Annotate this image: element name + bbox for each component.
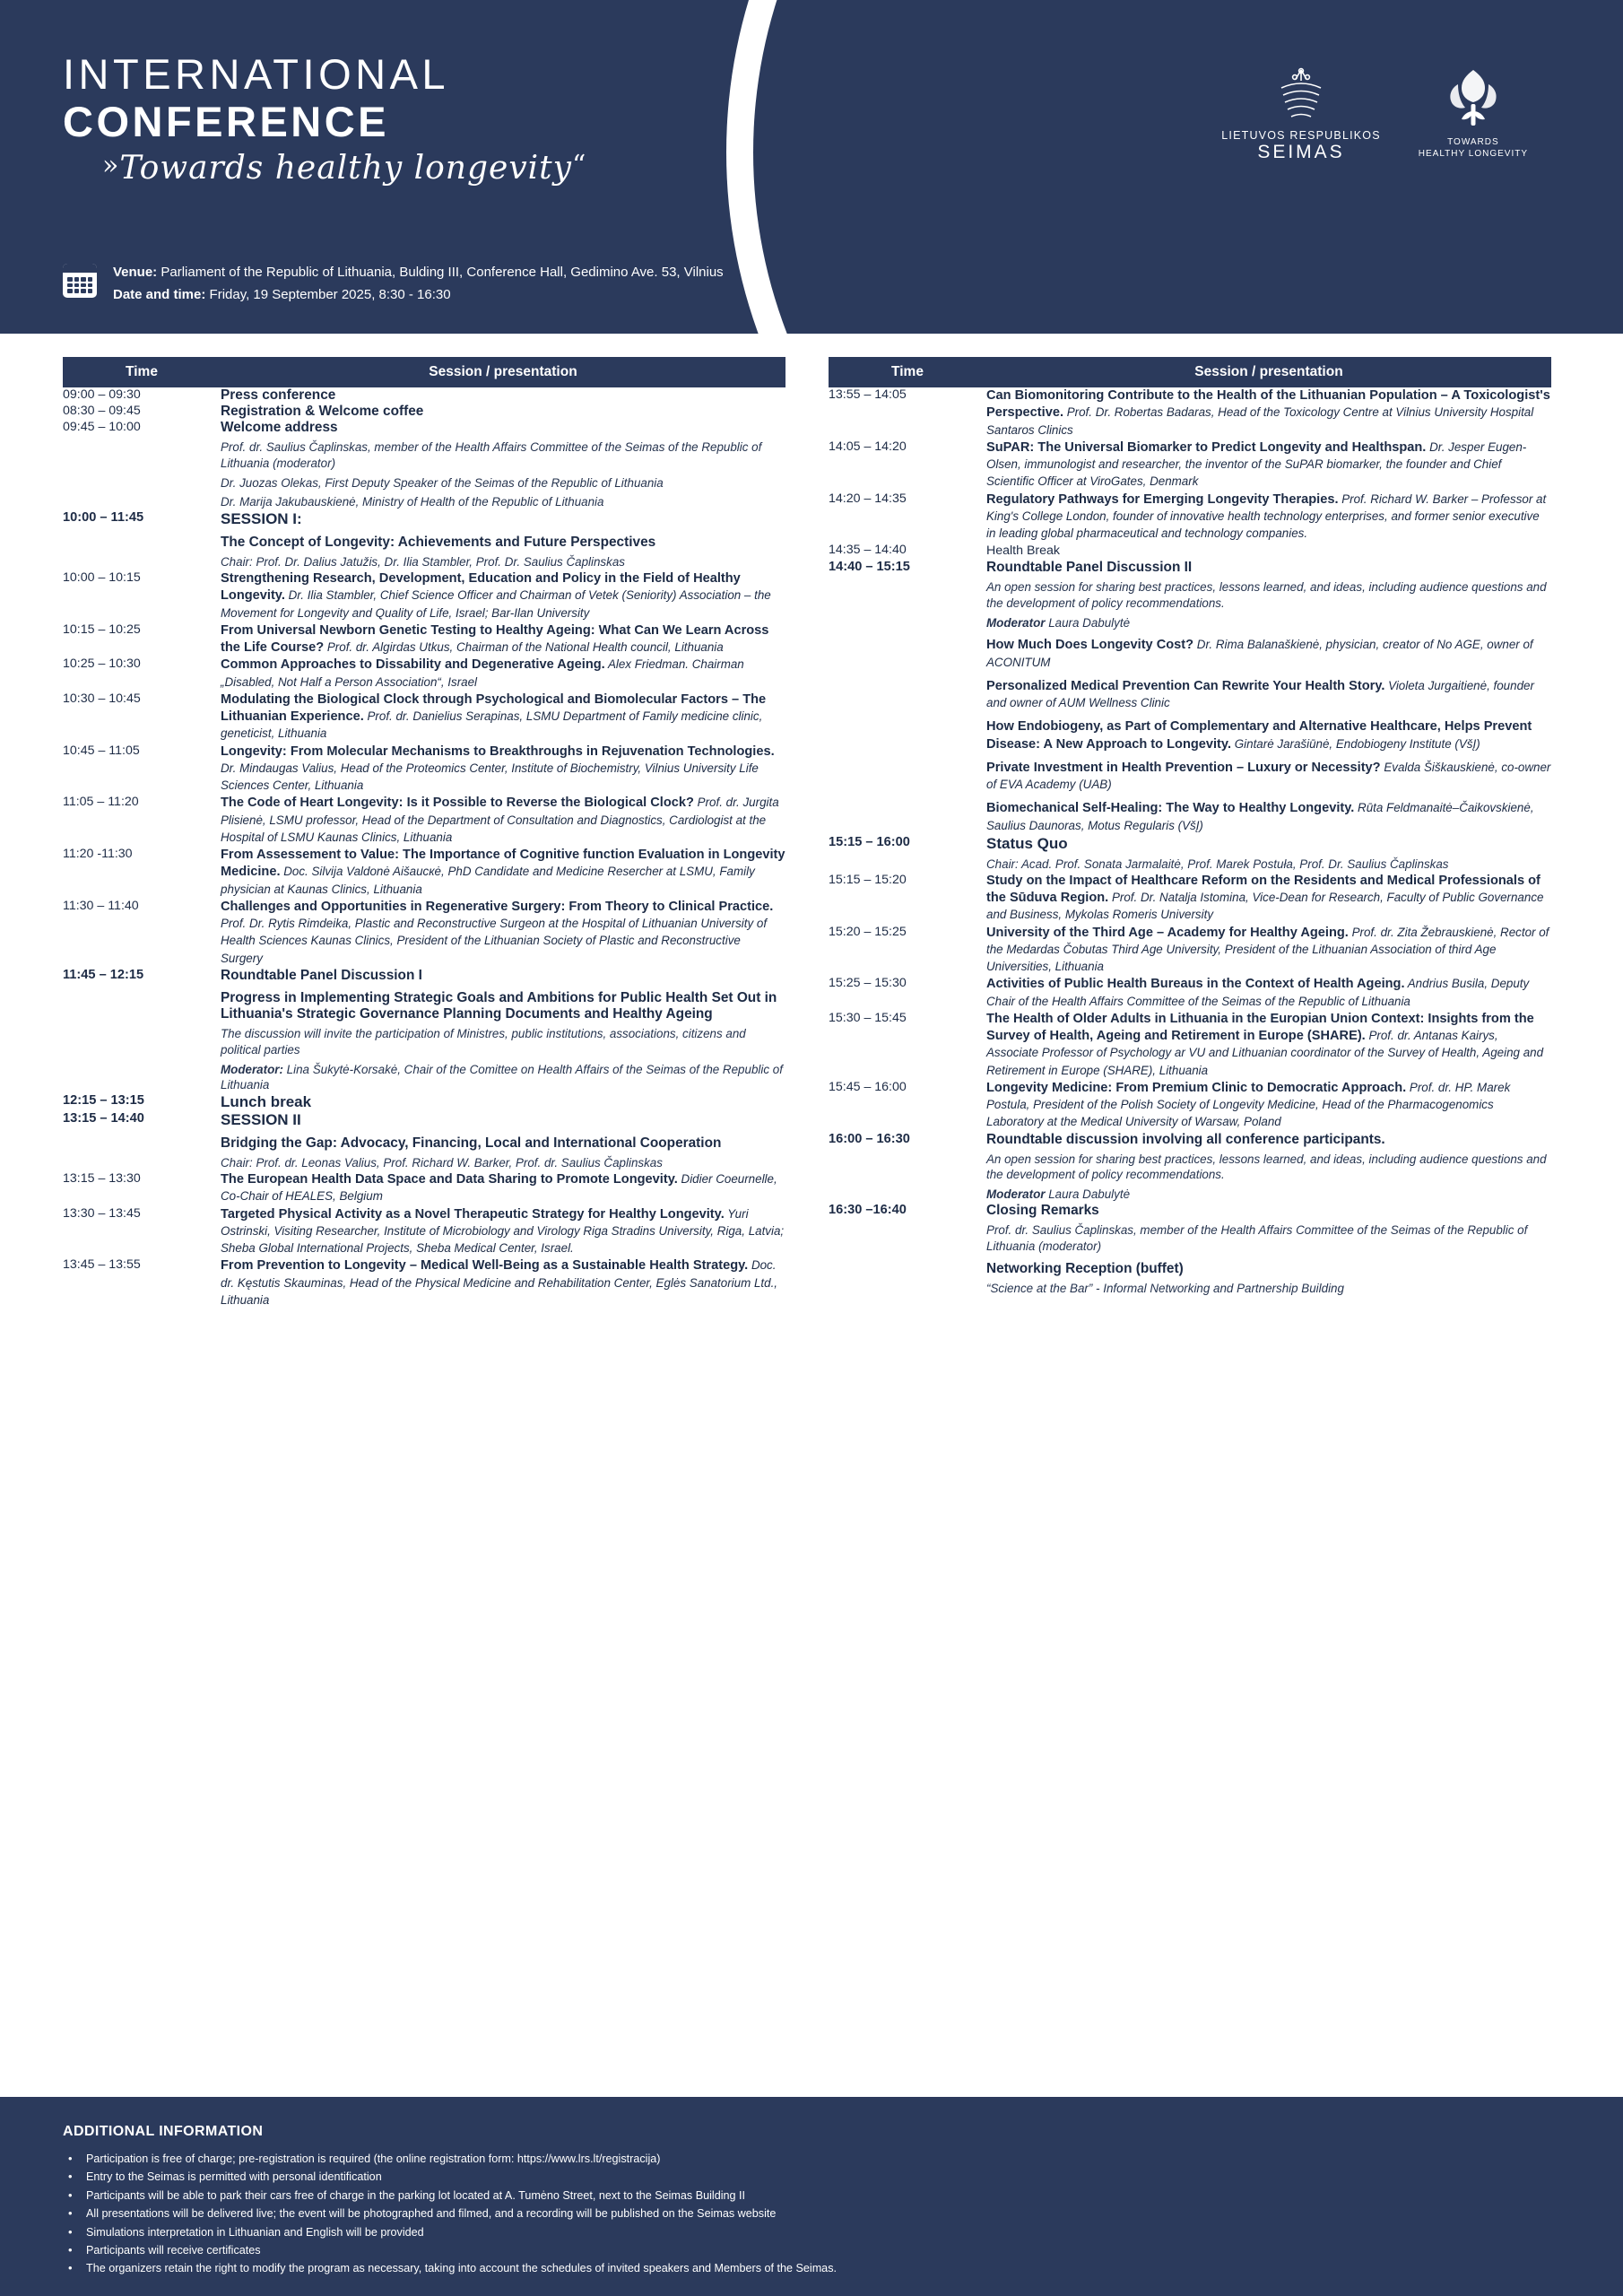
session-speaker: Dr. Jesper Eugen-Olsen, immunologist and researcher, the inventor of the SuPAR biomarker, the founder and Chief Scientific Officer at ViroGates, Denmark <box>986 439 1527 489</box>
session-title: The Health of Older Adults in Lithuania in the Europian Union Context: Insights from the Survey of Health, Ageing and Retirement in Europe (SHARE). Prof. dr. Antanas Kairys, Associate Professor of Psychology ar VU and Lithuanian coordinator of the Survey of Health, Ageing and Retirement in Europe (SHARE), Lithuania <box>986 1011 1544 1077</box>
panel-item-speaker: Gintarė Jarašiūnė, Endobiogeny Institute (VšĮ) <box>1231 736 1480 751</box>
panel-item: How Endobiogeny, as Part of Complementary and Alternative Healthcare, Helps Prevent Disease: A New Approach to Longevity. Gintarė Jarašiūnė, Endobiogeny Institute (VšĮ) <box>986 719 1532 752</box>
row-session <box>986 387 1551 439</box>
panel-item: Biomechanical Self-Healing: The Way to Healthy Longevity. Rūta Feldmanaitė–Čaikovskienė, Saulius Daunoras, Motus Regularis (VšĮ) <box>986 801 1534 832</box>
table-row <box>829 439 1551 491</box>
session-title: Challenges and Opportunities in Regenerative Surgery: From Theory to Clinical Practice. Prof. Dr. Rytis Rimdeika, Plastic and Reconstructive Surgeon at the Hospital of Lithuanian University of Health Sciences Kaunas Clinics, President of the Lithuanian Society of Plastic and Reconstructive Surgery <box>221 899 774 965</box>
session-description: Chair: Prof. Dr. Dalius Jatužis, Dr. Ilia Stambler, Prof. Dr. Saulius Čaplinskas <box>221 555 625 570</box>
row-session <box>986 1132 1551 1203</box>
towards-healthy-longevity-caption: TOWARDS HEALTHY LONGEVITY <box>1418 137 1528 159</box>
table-row <box>63 1171 785 1206</box>
session-speaker: Alex Friedman. Chairman „Disabled, Not Half a Person Association“, Israel <box>221 657 744 689</box>
row-time: 11:45 – 12:15 <box>63 967 144 982</box>
session-description: The discussion will invite the participation of Ministres, public institutions, associations, citizens and political parties <box>221 1026 746 1057</box>
session-title: SESSION II <box>221 1111 301 1129</box>
row-time: 10:30 – 10:45 <box>63 691 141 706</box>
title-line-2: CONFERENCE <box>63 98 390 146</box>
table-row <box>829 1080 1551 1132</box>
list-item: • Simulations interpretation in Lithuanian and English will be provided <box>63 2223 1560 2241</box>
session-moderator: Moderator Laura Dabulytė <box>986 1187 1131 1202</box>
row-session <box>221 570 785 622</box>
program-column-left <box>63 357 785 1309</box>
conference-tagline <box>102 150 586 187</box>
table-header-right <box>829 357 1551 387</box>
row-session <box>221 510 785 570</box>
session-title: Regulatory Pathways for Emerging Longevity Therapies. Prof. Richard W. Barker – Professor at King's College London, founder of innovative health technology enterprises, and former senior executive in leading global pharmaceutical and technology companies. <box>986 491 1547 540</box>
venue-info <box>63 262 724 307</box>
session-speaker: Didier Coeurnelle, Co-Chair of HEALES, Belgium <box>221 1172 777 1204</box>
row-session <box>221 691 785 744</box>
row-session <box>986 976 1551 1011</box>
session-description: Chair: Prof. dr. Leonas Valius, Prof. Richard W. Barker, Prof. dr. Saulius Čaplinskas <box>221 1156 663 1170</box>
row-time: 10:00 – 11:45 <box>63 510 144 526</box>
seimas-emblem-icon <box>1269 65 1333 124</box>
table-row <box>829 387 1551 439</box>
session-speaker: Doc. dr. Kęstutis Skauminas, Head of the Physical Medicine and Rehabilitation Center, Eglės Sanatorium Ltd., Lithuania <box>221 1258 778 1307</box>
list-item: • Participation is free of charge; pre-registration is required (the online registration form: https://www.lrs.lt/registracija) <box>63 2150 1560 2168</box>
session-speaker: Prof. Dr. Rytis Rimdeika, Plastic and Reconstructive Surgeon at the Hospital of Lithuanian University of Health Sciences Kaunas Clinics, President of the Lithuanian Society of Plastic and Reconstructive Surgery <box>221 917 768 965</box>
table-row <box>63 744 785 796</box>
column-header-session: Session / presentation <box>1194 364 1343 379</box>
list-item: • Entry to the Seimas is permitted with personal identification <box>63 2168 1560 2186</box>
panel-item-speaker: Dr. Rima Balanaškienė, physician, creator of No AGE, owner of ACONITUM <box>986 638 1533 669</box>
row-session <box>221 622 785 657</box>
row-session <box>221 1093 785 1111</box>
row-time: 09:00 – 09:30 <box>63 387 141 402</box>
row-time: 12:15 – 13:15 <box>63 1093 144 1109</box>
calendar-icon <box>63 264 97 298</box>
additional-information-heading: ADDITIONAL INFORMATION <box>63 2124 264 2139</box>
session-title: Longevity: From Molecular Mechanisms to Breakthroughs in Rejuvenation Technologies. Dr. Mindaugas Valius, Head of the Proteomics Center, Institute of Biochemistry, Vilnius University Life Sciences Center, Lithuania <box>221 744 775 793</box>
row-time: 15:25 – 15:30 <box>829 976 907 991</box>
table-row <box>63 1206 785 1258</box>
session-subtitle: Progress in Implementing Strategic Goals and Ambitions for Public Health Set Out in Lithuania's Strategic Governance Planning Documents and Healthy Ageing <box>221 989 777 1022</box>
row-time: 08:30 – 09:45 <box>63 404 141 418</box>
row-session <box>986 1080 1551 1132</box>
row-time: 11:20 -11:30 <box>63 847 133 862</box>
row-time: 13:30 – 13:45 <box>63 1205 141 1221</box>
session-title: SESSION I: <box>221 510 302 528</box>
schedule-table-right <box>829 387 1551 1297</box>
table-row <box>829 491 1551 544</box>
session-title: From Prevention to Longevity – Medical Well-Being as a Sustainable Health Strategy. Doc. dr. Kęstutis Skauminas, Head of the Physical Medicine and Rehabilitation Center, Eglės Sanatorium Ltd., Lithuania <box>221 1258 778 1307</box>
table-row <box>63 899 785 968</box>
table-row <box>63 968 785 1093</box>
row-session <box>221 1257 785 1309</box>
session-description: An open session for sharing best practices, lessons learned, and ideas, including audience questions and the development of policy recommendations. <box>986 579 1547 610</box>
table-row <box>63 510 785 570</box>
row-session <box>986 925 1551 977</box>
row-session <box>986 835 1551 873</box>
session-subtitle: The Concept of Longevity: Achievements and Future Perspectives <box>221 535 656 551</box>
row-time: 10:45 – 11:05 <box>63 743 140 758</box>
session-title: Roundtable discussion involving all conference participants. <box>986 1131 1385 1147</box>
list-item: • Participants will be able to park their cars free of charge in the parking lot located at A. Tumėno Street, next to the Seimas Building II <box>63 2187 1560 2205</box>
panel-item: Private Investment in Health Prevention – Luxury or Necessity? Evalda Šiškauskienė, co-owner of EVA Academy (UAB) <box>986 760 1551 792</box>
session-title: The Code of Heart Longevity: Is it Possible to Reverse the Biological Clock? Prof. dr. Jurgita Plisienė, LSMU professor, Head of the Department of Consultation and Diagnostics, Cardiologist at the Hospital of LSMU Kaunas Clinics, Lithuania <box>221 796 779 844</box>
venue-text <box>113 262 724 307</box>
table-row <box>829 925 1551 977</box>
session-speaker: Dr. Ilia Stambler, Chief Science Officer and Chairman of Vetek (Seniority) Association – the Movement for Longevity and Quality of Life, Israel; Bar-Ilan University <box>221 588 771 620</box>
row-time: 10:15 – 10:25 <box>63 622 141 637</box>
row-time: 10:00 – 10:15 <box>63 570 141 586</box>
schedule-table-left <box>63 387 785 1309</box>
table-row <box>829 835 1551 873</box>
list-item: • The organizers retain the right to modify the program as necessary, taking into account the schedules of invited speakers and Members of the Seimas. <box>63 2259 1560 2277</box>
session-title: Roundtable Panel Discussion I <box>221 967 422 983</box>
table-row <box>829 1132 1551 1203</box>
row-time: 09:45 – 10:00 <box>63 420 141 434</box>
row-session <box>221 795 785 847</box>
table-row <box>63 657 785 691</box>
row-session <box>986 560 1551 835</box>
row-session <box>221 1206 785 1258</box>
row-time: 13:45 – 13:55 <box>63 1257 141 1273</box>
session-title: Longevity Medicine: From Premium Clinic to Democratic Approach. Prof. dr. HP. Marek Postula, President of the Polish Society of Longevity Medicine, Head of the Pharmacogenomics Laboratory at the Medical University of Warsaw, Poland <box>986 1080 1511 1129</box>
session-title: Lunch break <box>221 1093 312 1111</box>
row-session <box>221 657 785 691</box>
session-title: Closing Remarks <box>986 1203 1099 1219</box>
session-title: Registration & Welcome coffee <box>221 404 424 419</box>
session-title: Activities of Public Health Bureaus in the Context of Health Ageing. Andrius Busila, Deputy Chair of the Health Affairs Committee of the Seimas of the Republic of Lithuania <box>986 977 1530 1008</box>
table-row <box>63 420 785 510</box>
session-title: Press conference <box>221 387 336 403</box>
conference-title-block <box>63 52 586 187</box>
session-description: Prof. dr. Saulius Čaplinskas, member of the Health Affairs Committee of the Seimas of the Republic of Lithuania (moderator) <box>221 440 762 470</box>
row-time: 14:20 – 14:35 <box>829 491 907 506</box>
list-item: • All presentations will be delivered live; the event will be photographed and filmed, and a recording will be published on the Seimas website <box>63 2205 1560 2222</box>
row-time: 16:00 – 16:30 <box>829 1131 910 1146</box>
table-row <box>63 622 785 657</box>
table-row <box>63 1093 785 1111</box>
session-speaker: Prof. dr. Danielius Serapinas, LSMU Department of Family medicine clinic, geneticist, Lithuania <box>221 709 763 741</box>
session-speaker: Dr. Mindaugas Valius, Head of the Proteomics Center, Institute of Biochemistry, Vilnius University Life Sciences Center, Lithuania <box>221 761 759 793</box>
session-description-secondary: “Science at the Bar” - Informal Networking and Partnership Building <box>986 1281 1344 1295</box>
table-row <box>829 1011 1551 1080</box>
row-session <box>221 1171 785 1206</box>
row-time: 11:05 – 11:20 <box>63 795 139 810</box>
session-title: Can Biomonitoring Contribute to the Health of the Lithuanian Population – A Toxicologist's Perspective. Prof. Dr. Robertas Badaras, Head of the Toxicology Centre at Vilnius University Hospital Santaros Clinics <box>986 388 1550 437</box>
session-description: Chair: Acad. Prof. Sonata Jarmalaitė, Prof. Marek Postuła, Prof. Dr. Saulius Čaplinskas <box>986 857 1449 871</box>
session-speaker: Prof. Dr. Natalja Istomina, Vice-Dean for Research, Faculty of Public Governance and Business, Mykolas Romeris University <box>986 891 1544 922</box>
table-row <box>829 560 1551 835</box>
quote-close: “ <box>571 149 587 181</box>
session-title: Study on the Impact of Healthcare Reform on the Residents and Medical Professionals of the Sūduva Region. Prof. Dr. Natalja Istomina, Vice-Dean for Research, Faculty of Public Governance and Business, Mykolas Romeris University <box>986 873 1544 922</box>
row-time: 14:35 – 14:40 <box>829 543 907 558</box>
program-grid <box>0 357 1623 1309</box>
session-speaker: Andrius Busila, Deputy Chair of the Health Affairs Committee of the Seimas of the Republic of Lithuania <box>986 977 1530 1008</box>
program-column-right <box>829 357 1551 1309</box>
session-speaker: Doc. Silvija Valdonė Aišauскė, PhD Candidate and Medicine Resercher at LSMU, Family physician at Kaunas Clinics, Lithuania <box>221 865 755 896</box>
row-session <box>221 387 785 404</box>
row-time: 13:15 – 13:30 <box>63 1171 141 1187</box>
session-moderator: Moderator Laura Dabulytė <box>986 615 1131 630</box>
title-line-1: INTERNATIONAL <box>63 50 450 98</box>
row-session <box>986 439 1551 491</box>
additional-information-list <box>63 2150 1560 2278</box>
row-session <box>221 420 785 510</box>
tagline-text: Towards healthy longevity <box>119 149 572 187</box>
venue-value: Parliament of the Republic of Lithuania, Bulding III, Conference Hall, Gedimino Ave. 53, Vilnius <box>161 265 724 280</box>
table-row <box>829 543 1551 560</box>
row-time: 15:20 – 15:25 <box>829 924 907 939</box>
row-time: 14:05 – 14:20 <box>829 439 907 454</box>
seimas-caption-2: SEIMAS <box>1257 142 1345 162</box>
session-speaker: Prof. dr. HP. Marek Postula, President of the Polish Society of Longevity Medicine, Head of the Pharmacogenomics Laboratory at the Medical University of Warsaw, Poland <box>986 1080 1511 1129</box>
session-title: Strengthening Research, Development, Education and Policy in the Field of Healthy Longevity. Dr. Ilia Stambler, Chief Science Officer and Chairman of Vetek (Seniority) Association – the Movement for Longevity and Quality of Life, Israel; Bar-Ilan University <box>221 571 771 620</box>
row-session <box>986 491 1551 544</box>
row-session <box>986 873 1551 925</box>
page-header <box>0 0 1623 334</box>
session-title: University of the Third Age – Academy for Healthy Ageing. Prof. dr. Zita Žebrauskienė, Rector of the Medardas Čobutas Third Age University, President of the Lithuanian Association of third Age Universities, Lithuania <box>986 925 1549 974</box>
table-row <box>63 795 785 847</box>
session-title: Roundtable Panel Discussion II <box>986 559 1193 575</box>
table-row <box>829 976 1551 1011</box>
row-time: 15:15 – 16:00 <box>829 834 910 849</box>
row-session <box>986 1203 1551 1296</box>
session-description: Prof. dr. Saulius Čaplinskas, member of the Health Affairs Committee of the Seimas of the Republic of Lithuania (moderator) <box>986 1223 1528 1253</box>
table-header-left <box>63 357 785 387</box>
row-time: 10:25 – 10:30 <box>63 657 141 672</box>
table-row <box>63 691 785 744</box>
row-time: 15:15 – 15:20 <box>829 872 907 887</box>
session-speaker: Prof. Dr. Robertas Badaras, Head of the Toxicology Centre at Vilnius University Hospital Santaros Clinics <box>986 405 1534 437</box>
row-time: 15:30 – 15:45 <box>829 1010 907 1025</box>
date-value: Friday, 19 September 2025, 8:30 - 16:30 <box>209 286 451 302</box>
row-time: 13:55 – 14:05 <box>829 387 907 402</box>
panel-item-speaker: Evalda Šiškauskienė, co-owner of EVA Academy (UAB) <box>986 760 1551 792</box>
additional-information <box>0 2097 1623 2296</box>
session-description: An open session for sharing best practices, lessons learned, and ideas, including audience questions and the development of policy recommendations. <box>986 1152 1547 1182</box>
session-speaker: Prof. dr. Zita Žebrauskienė, Rector of the Medardas Čobutas Third Age University, President of the Lithuanian Association of third Age Universities, Lithuania <box>986 925 1549 974</box>
row-session <box>221 404 785 420</box>
row-session <box>221 744 785 796</box>
session-speaker: Prof. dr. Jurgita Plisienė, LSMU professor, Head of the Department of Consultation and Diagnostics, Cardiologist at the Hospital of LSMU Kaunas Clinics, Lithuania <box>221 796 779 844</box>
panel-item: Personalized Medical Prevention Can Rewrite Your Health Story. Violeta Jurgaitienė, founder and owner of AUM Wellness Clinic <box>986 678 1534 710</box>
table-row <box>829 873 1551 925</box>
table-row <box>63 1111 785 1171</box>
panel-item-speaker: Violeta Jurgaitienė, founder and owner of AUM Wellness Clinic <box>986 678 1534 710</box>
session-speaker: Prof. Richard W. Barker – Professor at King's College London, founder of innovative health technology enterprises, and former senior executive in leading global pharmaceutical and technology companies. <box>986 491 1547 540</box>
column-header-time: Time <box>891 364 924 379</box>
table-row <box>63 387 785 404</box>
quote-open: » <box>102 149 120 181</box>
session-title: SuPAR: The Universal Biomarker to Predict Longevity and Healthspan. Dr. Jesper Eugen-Olsen, immunologist and researcher, the inventor of the SuPAR biomarker, the founder and Chief Scientific Officer at ViroGates, Denmark <box>986 439 1527 489</box>
venue-label: Venue: <box>113 265 158 280</box>
header-curve-inner <box>753 0 1623 334</box>
seimas-caption-1: LIETUVOS RESPUBLIKOS <box>1221 129 1381 142</box>
seimas-logo <box>1221 65 1381 163</box>
session-subtitle: Bridging the Gap: Advocacy, Financing, Local and International Cooperation <box>221 1135 722 1152</box>
session-title: Status Quo <box>986 834 1068 852</box>
session-title: Modulating the Biological Clock through Psychological and Biomolecular Factors – The Lithuanian Experience. Prof. dr. Danielius Serapinas, LSMU Department of Family medicine clinic, geneticist, Lithuania <box>221 691 767 741</box>
session-speaker: Prof. dr. Algirdas Utkus, Chairman of the National Health council, Lithuania <box>324 640 724 655</box>
session-title: From Universal Newborn Genetic Testing to Healthy Ageing: What Can We Learn Across the Life Course? Prof. dr. Algirdas Utkus, Chairman of the National Health council, Lithuania <box>221 622 769 656</box>
row-session <box>221 847 785 899</box>
row-session <box>986 1011 1551 1080</box>
session-title: The European Health Data Space and Data Sharing to Promote Longevity. Didier Coeurnelle, Co-Chair of HEALES, Belgium <box>221 1172 777 1204</box>
session-speaker: Prof. dr. Antanas Kairys, Associate Professor of Psychology ar VU and Lithuanian coordinator of the Survey of Health, Ageing and Retirement in Europe (SHARE), Lithuania <box>986 1029 1544 1077</box>
session-title: From Assessement to Value: The Importance of Cognitive function Evaluation in Longevity Medicine. Doc. Silvija Valdonė Aišauскė, PhD Candidate and Medicine Resercher at LSMU, Family physician at Kaunas Clinics, Lithuania <box>221 848 785 896</box>
list-item: • Participants will receive certificates <box>63 2241 1560 2259</box>
session-description: Dr. Juozas Olekas, First Deputy Speaker of the Seimas of the Republic of Lithuania <box>221 475 664 490</box>
table-row <box>829 1203 1551 1296</box>
session-speaker: Yuri Ostrinski, Visiting Researcher, Institute of Microbiology and Virology Riga Stradins University, Riga, Latvia; Sheba Global International Projects, Sheba Medical Center, Israel. <box>221 1206 785 1256</box>
session-title: Targeted Physical Activity as a Novel Therapeutic Strategy for Healthy Longevity. Yuri Ostrinski, Visiting Researcher, Institute of Microbiology and Virology Riga Stradins University, Riga, Latvia; Sheba Global International Projects, Sheba Medical Center, Israel. <box>221 1206 785 1256</box>
table-row <box>63 847 785 899</box>
logo-group <box>1221 65 1528 163</box>
row-session <box>986 543 1551 560</box>
table-row <box>63 570 785 622</box>
row-session <box>221 1111 785 1171</box>
session-moderator: Moderator: Lina Šukytė-Korsakė, Chair of the Comittee on Health Affairs of the Seimas of the Republic of Lithuania <box>221 1062 783 1092</box>
tree-icon <box>1440 65 1506 131</box>
column-header-session: Session / presentation <box>429 364 577 379</box>
panel-item-speaker: Rūta Feldmanaitė–Čaikovskienė, Saulius Daunoras, Motus Regularis (VšĮ) <box>986 801 1534 832</box>
session-description: Dr. Marija Jakubauskienė, Ministry of Health of the Republic of Lithuania <box>221 495 604 509</box>
row-time: 11:30 – 11:40 <box>63 898 139 913</box>
row-session <box>221 968 785 1093</box>
row-session <box>221 899 785 968</box>
row-time: 14:40 – 15:15 <box>829 559 910 574</box>
row-time: 16:30 –16:40 <box>829 1203 907 1218</box>
session-title: Health Break <box>986 544 1061 559</box>
table-row <box>63 404 785 420</box>
panel-item: How Much Does Longevity Cost? Dr. Rima Balanaškienė, physician, creator of No AGE, owner of ACONITUM <box>986 638 1533 669</box>
session-title: Welcome address <box>221 420 338 435</box>
row-time: 15:45 – 16:00 <box>829 1079 907 1094</box>
towards-healthy-longevity-logo <box>1419 65 1528 160</box>
row-time: 13:15 – 14:40 <box>63 1111 144 1126</box>
session-subtitle-secondary: Networking Reception (buffet) <box>986 1260 1184 1276</box>
session-title: Common Approaches to Dissability and Degenerative Ageing. Alex Friedman. Chairman „Disabled, Not Half a Person Association“, Israel <box>221 657 744 689</box>
table-row <box>63 1257 785 1309</box>
column-header-time: Time <box>126 364 158 379</box>
date-label: Date and time: <box>113 286 206 302</box>
